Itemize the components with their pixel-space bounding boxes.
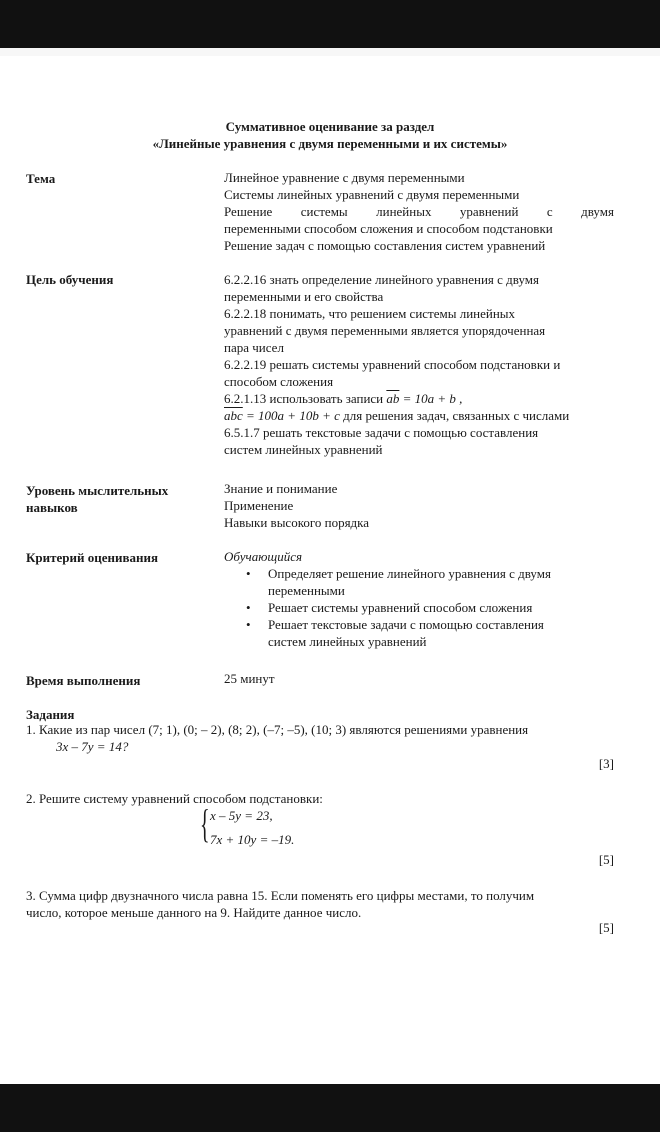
criteria-item — [224, 565, 614, 599]
time-value: 25 минут — [224, 671, 275, 686]
goal-line: пара чисел — [224, 340, 284, 355]
topic-line: переменными способом сложения и способом подстановки — [224, 221, 553, 236]
topic-line: Системы линейных уравнений с двумя переменными — [224, 187, 520, 202]
criteria-item-text: Решает текстовые задачи с помощью составления — [268, 617, 544, 632]
skill-item: Знание и понимание — [224, 481, 338, 496]
goal-line-formula — [224, 407, 614, 424]
criteria-item-text: Решает системы уравнений способом сложения — [268, 600, 533, 615]
goal-line: способом сложения — [224, 374, 334, 389]
formula-ab-equation: = 10a + b , — [402, 391, 463, 406]
task-3-score: [5] — [598, 920, 614, 935]
bullet-icon: • — [246, 600, 251, 615]
system-equation-1: x – 5y = 23, — [210, 808, 273, 823]
goals-label: Цель обучения — [26, 272, 114, 287]
top-dark-bar — [0, 0, 660, 48]
left-brace-icon: { — [200, 801, 210, 846]
topic-content — [224, 169, 614, 254]
criteria-item — [224, 616, 614, 650]
task-3-text-line-2: число, которое меньше данного на 9. Найдите данное число. — [26, 905, 362, 920]
goal-line: 6.2.2.18 понимать, что решением системы линейных — [224, 306, 516, 321]
goal-text: 6.2.1.13 использовать записи — [224, 391, 384, 406]
system-equation-2: 7x + 10y = –19. — [210, 832, 295, 847]
criteria-label: Критерий оценивания — [26, 550, 159, 565]
topic-line: Линейное уравнение с двумя переменными — [224, 170, 465, 185]
criteria-item — [224, 599, 614, 616]
criteria-item-text: переменными — [268, 583, 345, 598]
criteria-item-text: Определяет решение линейного уравнения с двумя — [268, 566, 551, 581]
topic-word: системы — [300, 204, 348, 219]
task-1-equation: 3x – 7y = 14? — [56, 739, 129, 754]
bullet-icon: • — [246, 617, 251, 632]
skill-item: Применение — [224, 498, 294, 513]
goal-line-formula — [224, 390, 614, 407]
top-bar-strip — [0, 48, 660, 56]
task-2-system — [200, 801, 340, 852]
criteria-item-text: систем линейных уравнений — [268, 634, 427, 649]
skills-label-line: Уровень мыслительных — [26, 483, 169, 498]
goal-line: 6.2.2.16 знать определение линейного уравнения с двумя — [224, 272, 540, 287]
skill-item: Навыки высокого порядка — [224, 515, 370, 530]
goal-text: для решения задач, связанных с числами — [343, 408, 570, 423]
bullet-icon: • — [246, 566, 251, 581]
tasks-heading: Задания — [26, 707, 75, 722]
goal-line: переменными и его свойства — [224, 289, 384, 304]
topic-word: уравнений — [459, 204, 519, 219]
criteria-content — [224, 548, 614, 650]
skills-label-line: навыков — [26, 500, 78, 515]
goal-line: 6.5.1.7 решать текстовые задачи с помощью составления — [224, 425, 539, 440]
task-2-text: 2. Решите систему уравнений способом подстановки: — [26, 791, 323, 806]
task-1-text: 1. Какие из пар чисел (7; 1), (0; – 2), (8; 2), (–7; –5), (10; 3) являются решениями уравнения — [26, 722, 529, 737]
topic-word: Решение — [224, 204, 273, 219]
document-title-line-1: Суммативное оценивание за раздел — [225, 119, 435, 134]
goal-line: 6.2.2.19 решать системы уравнений способом подстановки и — [224, 357, 561, 372]
formula-abc: $\overline{abc}$ — [224, 408, 243, 423]
task-3-text-line-1: 3. Сумма цифр двузначного числа равна 15. Если поменять его цифры местами, то получим — [26, 888, 535, 903]
formula-ab: $\overline{ab}$ — [386, 391, 400, 406]
goal-line: систем линейных уравнений — [224, 442, 383, 457]
formula-abc-equation: = 100a + 10b + c — [246, 408, 340, 423]
topic-line-justified — [224, 203, 614, 220]
time-label: Время выполнения — [26, 673, 141, 688]
skills-label — [26, 482, 168, 516]
document-title-line-2: «Линейные уравнения с двумя переменными и их системы» — [152, 136, 508, 151]
bottom-dark-bar — [0, 1084, 660, 1132]
goal-line: уравнений с двумя переменными является упорядоченная — [224, 323, 546, 338]
topic-word: линейных — [376, 204, 432, 219]
task-2-score: [5] — [598, 852, 614, 867]
topic-word: двумя — [581, 204, 614, 219]
criteria-intro: Обучающийся — [224, 549, 303, 564]
task-1-score: [3] — [598, 756, 614, 771]
skills-content — [224, 480, 614, 531]
criteria-list — [224, 565, 614, 650]
topic-label: Тема — [26, 171, 56, 186]
topic-word: с — [546, 204, 553, 219]
topic-line: Решение задач с помощью составления систем уравнений — [224, 238, 546, 253]
goals-content — [224, 271, 614, 458]
